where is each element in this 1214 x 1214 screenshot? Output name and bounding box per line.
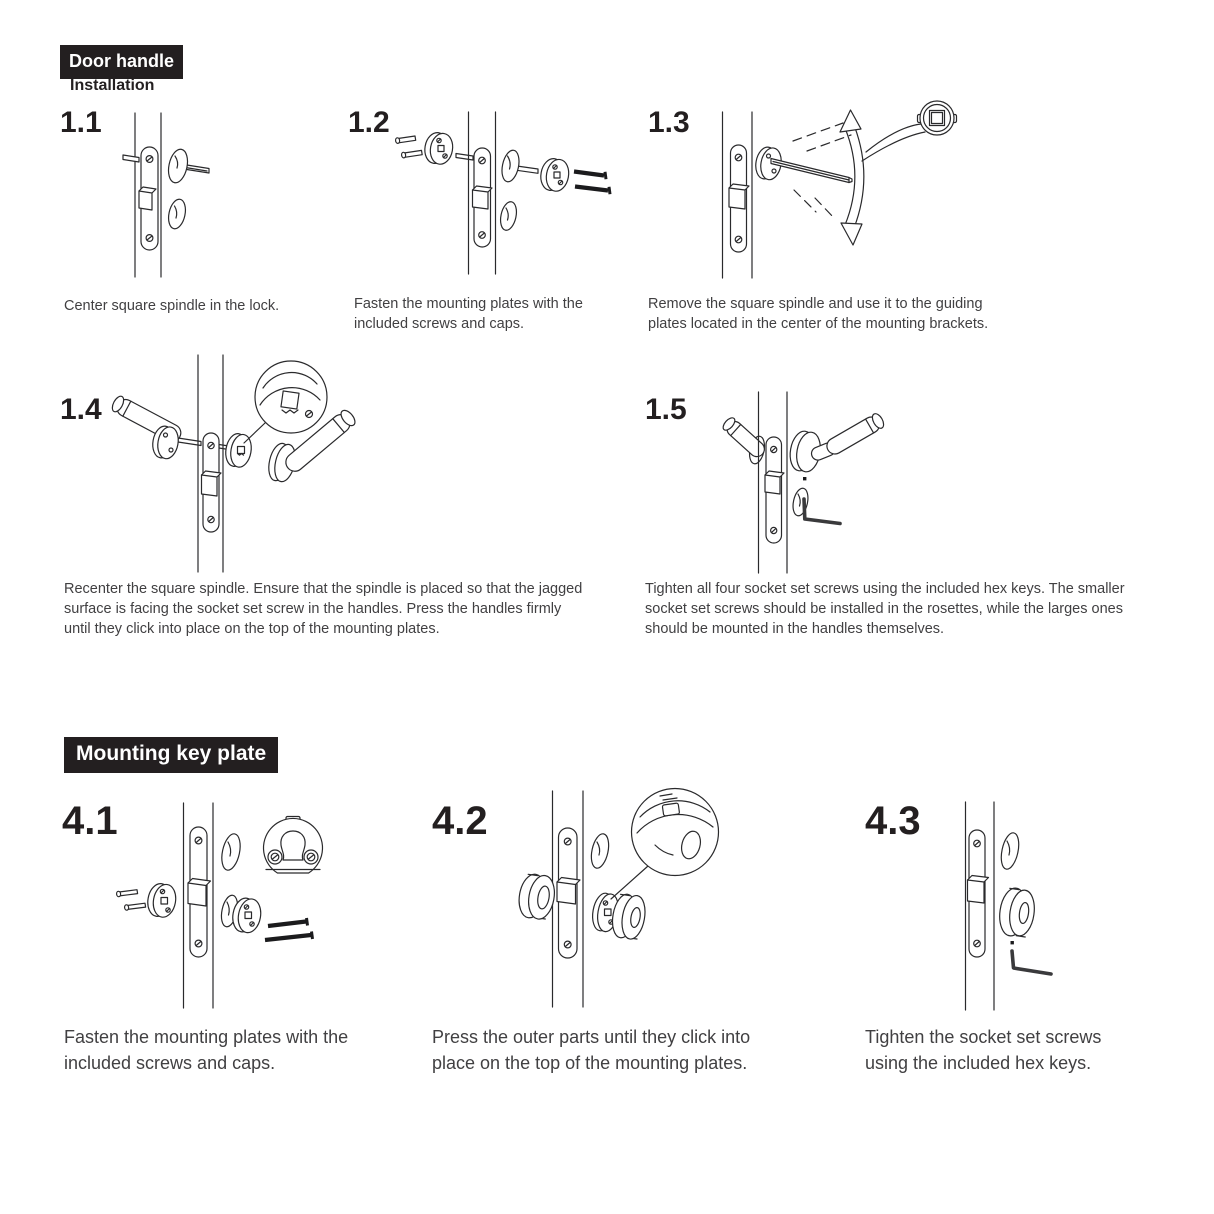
machine-screw-black bbox=[265, 932, 313, 941]
badge-label: Door handle bbox=[69, 51, 175, 71]
section-subtitle-installation: Installation bbox=[70, 77, 155, 94]
step-number-4-1: 4.1 bbox=[62, 799, 118, 843]
section-badge-mounting-key-plate bbox=[64, 737, 278, 773]
caption-1-4: Recenter the square spindle. Ensure that the spindle is placed so that the jagged surface is facing the socket set screw in the handles. Press the handles firmly until they click into place on the top of the mounting plates. bbox=[64, 581, 583, 637]
set-screw bbox=[803, 477, 806, 480]
step-number-1-1: 1.1 bbox=[60, 106, 102, 139]
toss-curves bbox=[862, 124, 925, 161]
outer-ring-left bbox=[516, 872, 558, 921]
step-number-4-2: 4.2 bbox=[432, 799, 488, 843]
cover-cap bbox=[499, 149, 521, 184]
caption-1-5: Tighten all four socket set screws using the included hex keys. The smaller socket set screws should be installed in the rosettes, while the larges ones should be mounted in the handles themselves. bbox=[645, 581, 1125, 637]
cover-cap bbox=[166, 198, 188, 231]
spindle-stub bbox=[456, 154, 473, 161]
section-badge-door-handle bbox=[60, 45, 183, 79]
small-screw bbox=[395, 136, 415, 144]
small-screw bbox=[401, 150, 422, 158]
lock-faceplate bbox=[473, 148, 493, 247]
lock-faceplate bbox=[139, 147, 158, 250]
detail-circle-spindle bbox=[244, 361, 327, 443]
lock-faceplate bbox=[557, 828, 580, 958]
caption-4-2: Press the outer parts until they click into place on the top of the mounting plates. bbox=[432, 1027, 751, 1073]
lock-faceplate bbox=[968, 830, 989, 957]
small-screw bbox=[124, 903, 145, 910]
figure-1-2-mounting-plates bbox=[390, 105, 620, 285]
hex-key-icon bbox=[1012, 951, 1051, 974]
caption-4-3: Tighten the socket set screws using the included hex keys. bbox=[865, 1027, 1102, 1073]
mounting-plate-left bbox=[145, 882, 178, 919]
mounting-plate-right bbox=[538, 157, 571, 193]
figure-1-1-spindle-into-lock bbox=[115, 105, 225, 285]
lock-faceplate bbox=[765, 437, 784, 543]
lock-faceplate bbox=[729, 145, 749, 252]
caption-1-3: Remove the square spindle and use it to the guiding plates located in the center of the mounting brackets. bbox=[648, 296, 989, 332]
step-number-1-4: 1.4 bbox=[60, 393, 102, 426]
outer-ring bbox=[997, 886, 1037, 937]
spindle-tip bbox=[123, 155, 139, 162]
set-screw bbox=[1011, 941, 1014, 944]
machine-screw-black bbox=[268, 918, 308, 926]
cover-cap bbox=[219, 832, 243, 872]
caption-1-1: Center square spindle in the lock. bbox=[64, 298, 280, 314]
figure-4-1-key-plate-mounting bbox=[115, 800, 330, 1010]
right-handle bbox=[787, 412, 886, 474]
caption-4-1: Fasten the mounting plates with the included screws and caps. bbox=[64, 1027, 349, 1073]
square-spindle-pulled bbox=[771, 159, 852, 183]
spindle-rosette bbox=[166, 148, 191, 185]
machine-screw-black bbox=[575, 187, 610, 195]
guiding-plate-detail bbox=[918, 101, 957, 135]
step-number-1-2: 1.2 bbox=[348, 106, 390, 139]
caption-1-2: Fasten the mounting plates with the included screws and caps. bbox=[354, 296, 583, 332]
mounting-plate-left bbox=[422, 131, 455, 166]
detail-circle-click bbox=[611, 789, 719, 900]
figure-4-2-press-outer-parts bbox=[505, 785, 740, 1010]
cover-cap bbox=[498, 200, 519, 231]
key-plate-face bbox=[264, 817, 323, 874]
step-number-1-5: 1.5 bbox=[645, 393, 687, 426]
hex-key-icon bbox=[804, 499, 840, 524]
machine-screw-black bbox=[574, 172, 606, 180]
lock-faceplate bbox=[202, 433, 222, 532]
figure-1-5-hex-keys bbox=[700, 390, 890, 575]
lock-faceplate bbox=[188, 827, 211, 957]
left-handle bbox=[721, 416, 767, 465]
step-number-4-3: 4.3 bbox=[865, 799, 921, 843]
cover-cap bbox=[589, 832, 612, 870]
cover-cap bbox=[998, 831, 1021, 871]
figure-4-3-tighten-screws bbox=[950, 800, 1080, 1015]
small-screw bbox=[116, 890, 137, 897]
badge-label: Mounting key plate bbox=[76, 742, 267, 765]
figure-1-4-handles bbox=[110, 350, 390, 580]
step-number-1-3: 1.3 bbox=[648, 106, 690, 139]
rosette-cap bbox=[791, 487, 811, 517]
